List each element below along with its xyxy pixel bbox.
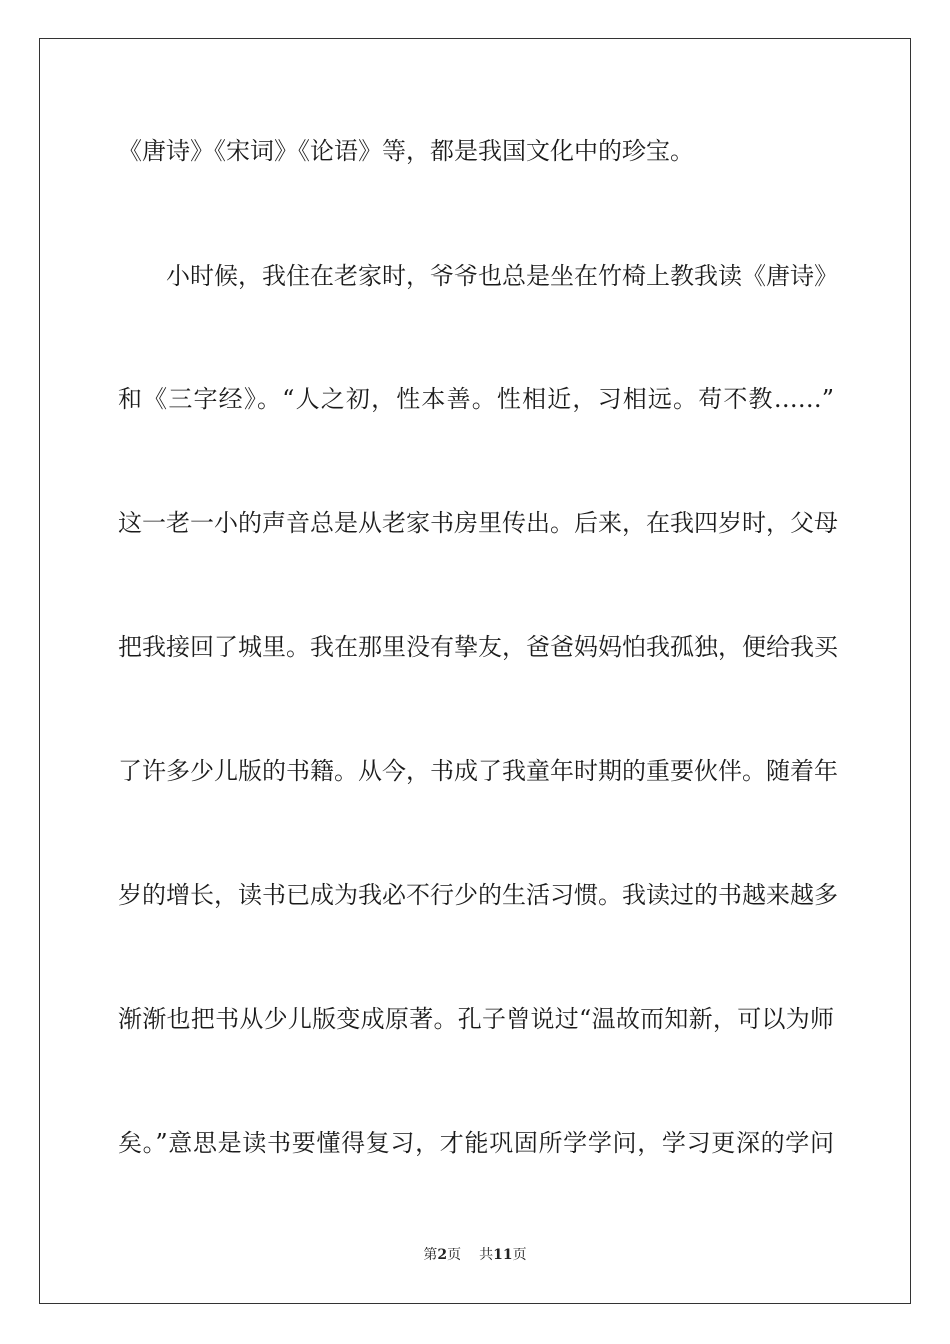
text-line-5: 把我接回了城里。我在那里没有挚友，爸爸妈妈怕我孤独，便给我买 bbox=[118, 633, 838, 661]
text-line-7: 岁的增长，读书已成为我必不行少的生活习惯。我读过的书越来越多 bbox=[118, 881, 838, 909]
text-line-6: 了许多少儿版的书籍。从今，书成了我童年时期的重要伙伴。随着年 bbox=[118, 757, 838, 785]
text-line-2: 小时候，我住在老家时，爷爷也总是坐在竹椅上教我读《唐诗》 bbox=[166, 262, 838, 290]
page-footer bbox=[0, 1246, 950, 1264]
text-line-3: 和《三字经》。“人之初，性本善。性相近，习相远。苟不教……” bbox=[118, 385, 834, 413]
text-line-9: 矣。”意思是读书要懂得复习，才能巩固所学学问，学习更深的学问 bbox=[118, 1129, 834, 1157]
total-pages-suffix: 页 bbox=[512, 1247, 527, 1263]
total-pages-prefix: 共 bbox=[479, 1247, 494, 1263]
page-number: 2 bbox=[437, 1247, 448, 1263]
page-number-suffix: 页 bbox=[447, 1247, 462, 1263]
page-number-prefix: 第 bbox=[423, 1247, 438, 1263]
text-line-1: 《唐诗》《宋词》《论语》等，都是我国文化中的珍宝。 bbox=[118, 137, 694, 165]
page-border bbox=[39, 38, 911, 1304]
text-line-4: 这一老一小的声音总是从老家书房里传出。后来，在我四岁时，父母 bbox=[118, 509, 838, 537]
text-line-8: 渐渐也把书从少儿版变成原著。孔子曾说过“温故而知新，可以为师 bbox=[118, 1005, 834, 1033]
total-pages: 11 bbox=[493, 1247, 513, 1263]
